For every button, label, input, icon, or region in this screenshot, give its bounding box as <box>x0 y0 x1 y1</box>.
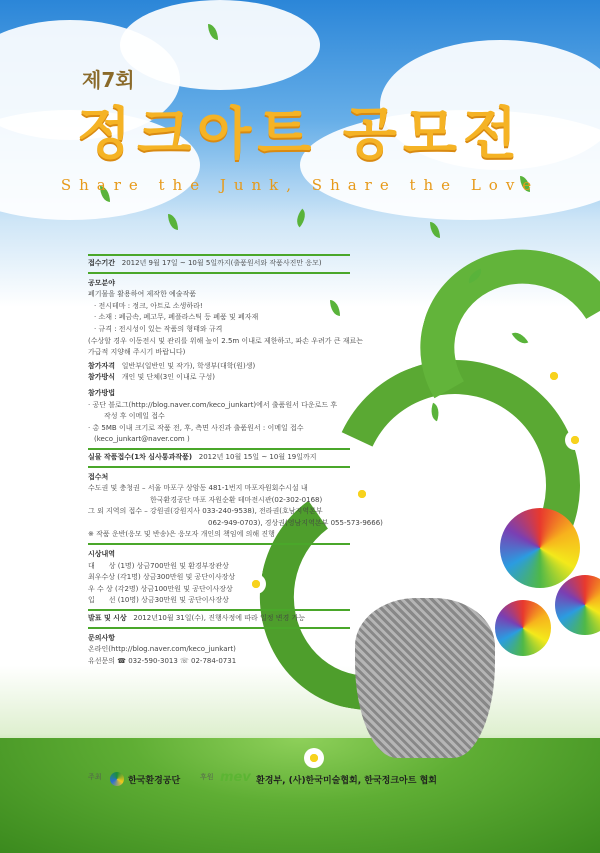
poster-title: 정크아트 공모전 <box>76 102 524 167</box>
period-text: 2012년 9월 17일 ~ 10월 5일까지(출품원서와 작품사진만 응모) <box>121 259 322 267</box>
cloud <box>120 0 320 90</box>
junk-sculpture-torso <box>355 598 495 758</box>
period-row <box>88 258 350 270</box>
reception-line: ※ 작품 운반(응모 및 반송)은 응모자 개인의 책임에 의해 진행 <box>88 530 275 539</box>
howto-section <box>88 388 350 446</box>
field-section <box>88 278 363 359</box>
physical-label: 실물 작품접수(1차 심사통과작품) <box>88 452 193 461</box>
eligibility-text: 일반부(일반인 및 작가), 학생부(대학(원)생) <box>121 361 256 370</box>
pinwheel <box>495 600 551 656</box>
contest-details <box>88 252 383 669</box>
howto-line: 작성 후 이메일 접수 <box>104 412 165 421</box>
daisy-icon <box>565 430 585 450</box>
eligibility-label: 참가자격 <box>88 361 116 370</box>
support-label: 후원 <box>200 773 214 781</box>
divider <box>88 272 350 274</box>
pinwheel <box>500 508 580 588</box>
award-line: 대 상 (1명) 상금700만원 및 환경부장관상 <box>88 561 229 570</box>
field-item: · 전시테마 : 정크, 아트로 소생하라! <box>94 301 203 310</box>
physical-row <box>88 452 350 464</box>
daisy-icon <box>544 366 564 386</box>
divider <box>88 543 350 545</box>
awards-section <box>88 549 350 607</box>
physical-text: 2012년 10월 15일 ~ 10월 19일까지 <box>198 452 317 461</box>
divider <box>88 627 350 629</box>
daisy-icon <box>304 748 324 768</box>
howto-line: (keco_junkart@naver.com ) <box>94 435 190 444</box>
howto-line: · 총 5MB 이내 크기로 작품 전, 후, 측면 사진과 출품원서 : 이메일 접수 <box>88 423 304 432</box>
divider <box>88 609 350 611</box>
field-item: (수상할 경우 이동전시 및 관리를 위해 높이 2.5m 이내로 제한하고, 파손 우려가 큰 재료는 <box>88 336 363 345</box>
reception-label: 접수처 <box>88 472 109 481</box>
field-label: 공모분야 <box>88 278 116 287</box>
reception-line: 062-949-0703), 경상권(영남지역본부 055-573-9666) <box>208 518 383 527</box>
award-line: 입 선 (10명) 상금30만원 및 공단이사장상 <box>88 596 229 605</box>
edition-label: 제7회 <box>82 68 135 92</box>
contact-line: 온라인(http://blog.naver.com/keco_junkart) <box>88 645 236 654</box>
contact-line: 유선문의 ☎ 032-590-3013 ☏ 02-784-0731 <box>88 656 237 665</box>
reception-line: 수도권 및 충청권 – 서울 마포구 상암동 481-1번지 마포자원회수시설 내 <box>88 484 308 493</box>
divider <box>88 448 350 450</box>
announce-label: 발표 및 시상 <box>88 614 127 623</box>
divider <box>88 254 350 256</box>
method-row <box>88 372 350 384</box>
sponsors-bar <box>88 770 508 794</box>
howto-label: 참가방법 <box>88 388 116 397</box>
announce-text: 2012년10월 31일(수), 진행사정에 따라 일정 변경 가능 <box>133 614 305 623</box>
method-text: 개인 및 단체(3인 이내로 구성) <box>121 373 215 382</box>
period-label: 접수기간 <box>88 259 116 267</box>
field-item: · 규격 : 전시성이 있는 작품의 형태와 규격 <box>94 324 223 333</box>
announce-row <box>88 613 350 625</box>
contact-section <box>88 633 350 668</box>
reception-line: 한국환경공단 마포 자원순환 테마전시관(02-302-0168) <box>150 495 323 504</box>
host-label: 주최 <box>88 773 102 781</box>
eligibility-row <box>88 361 350 373</box>
field-item: · 소재 : 폐금속, 폐고무, 폐플라스틱 등 폐품 및 폐자재 <box>94 313 259 322</box>
support-names: 환경부, (사)한국미술협회, 한국정크아트 협회 <box>256 776 437 786</box>
howto-line: · 공단 블로그(http://blog.naver.com/keco_junkart)에서 출품원서 다운로드 후 <box>88 400 338 409</box>
contact-label: 문의사항 <box>88 633 116 642</box>
field-intro: 폐기물을 활용하여 제작한 예술작품 <box>88 290 197 299</box>
reception-section <box>88 472 383 542</box>
field-item: 가급적 지양해 주시기 바랍니다) <box>88 348 186 357</box>
divider <box>88 466 350 468</box>
award-line: 우 수 상 (각2명) 상금100만원 및 공단이사장상 <box>88 584 233 593</box>
host-name: 한국환경공단 <box>128 776 181 786</box>
awards-label: 시상내역 <box>88 550 116 559</box>
poster-tagline: Share the Junk, Share the Love <box>60 176 540 194</box>
award-line: 최우수상 (각1명) 상금300만원 및 공단이사장상 <box>88 573 236 582</box>
mev-logo: mev <box>220 770 251 785</box>
keco-logo-icon <box>110 772 124 786</box>
reception-line: 그 외 지역의 접수 – 강원권(강원지사 033-240-9538), 전라권(호남지역본부 <box>88 507 323 516</box>
grass-field <box>0 738 600 853</box>
daisy-icon <box>352 484 372 504</box>
method-label: 참가방식 <box>88 373 116 382</box>
